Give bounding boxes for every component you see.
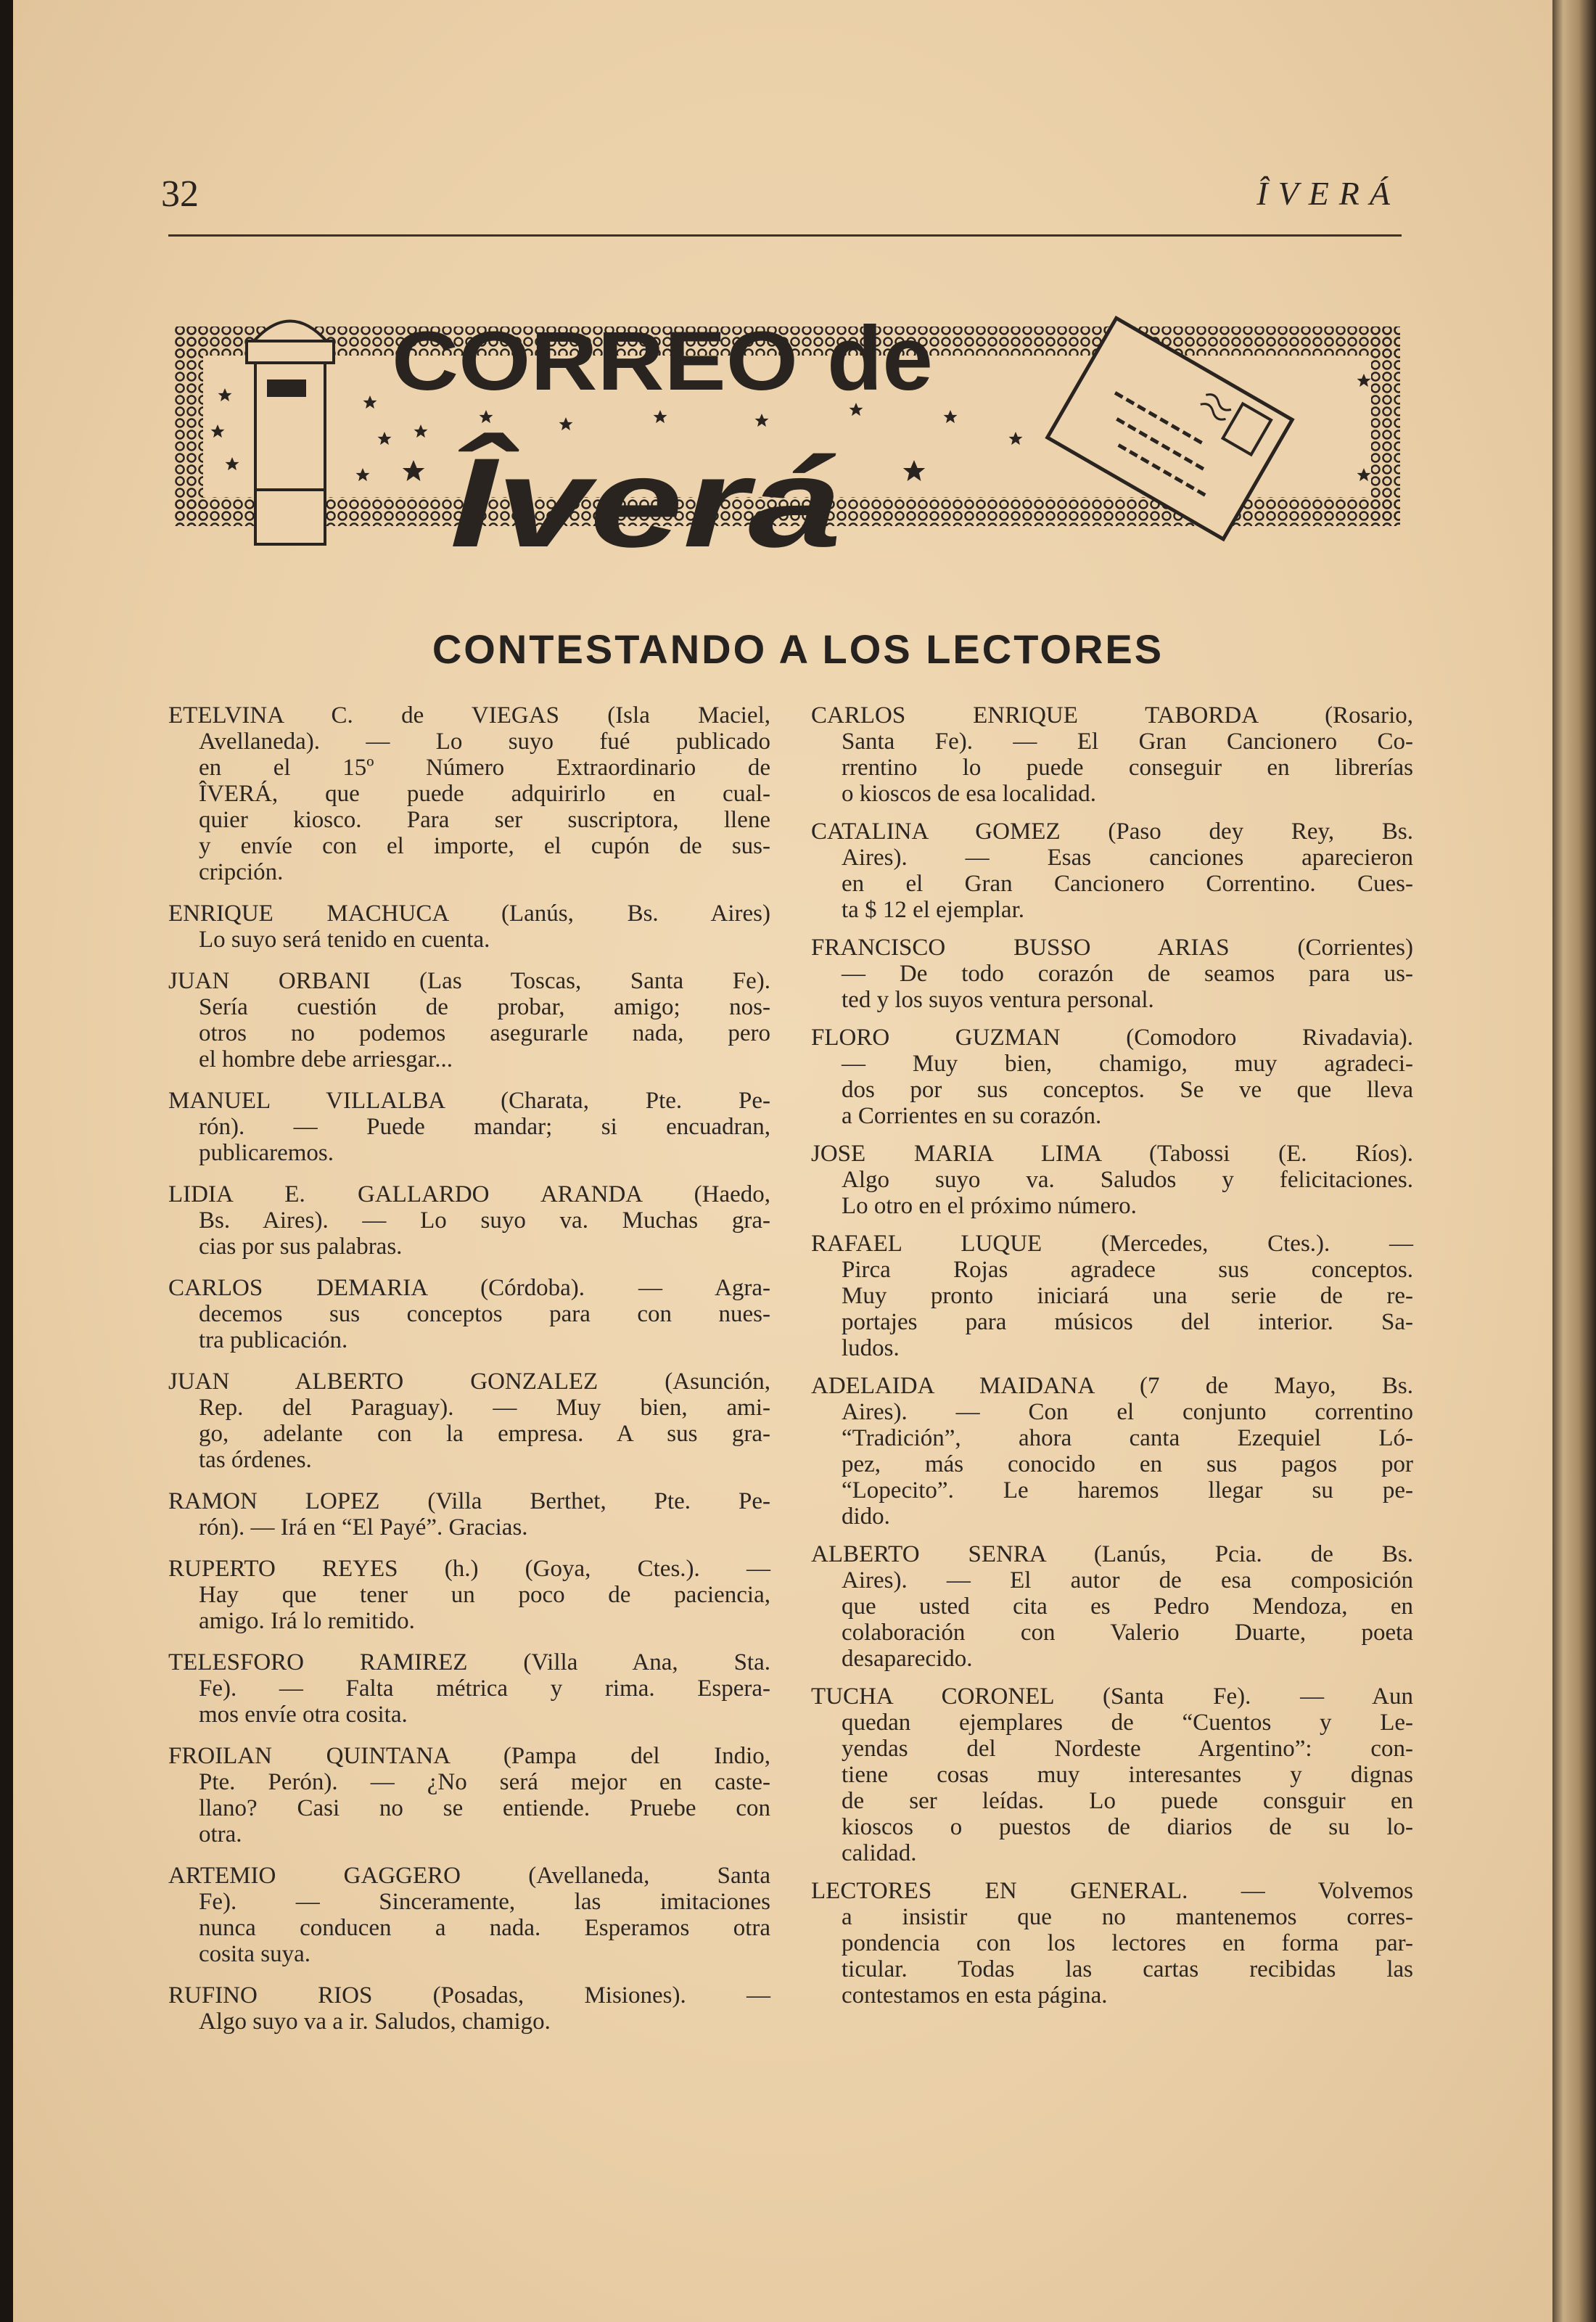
entry-reader-line: RUFINO RIOS (Posadas, Misiones). — xyxy=(168,1982,770,2009)
reader-reply-entry xyxy=(168,1275,770,1353)
entry-reader-line: JUAN ORBANI (Las Toscas, Santa Fe). xyxy=(168,968,770,994)
reader-reply-entry xyxy=(811,1541,1413,1672)
entry-text-line: Muy pronto iniciará una serie de re- xyxy=(842,1283,1413,1309)
entry-text-line: “Lopecito”. Le haremos llegar su pe- xyxy=(842,1477,1413,1503)
reader-reply-entry xyxy=(811,819,1413,923)
entry-text-line: rrentino lo puede conseguir en librerías xyxy=(842,755,1413,781)
entry-reader-line: ADELAIDA MAIDANA (7 de Mayo, Bs. xyxy=(811,1373,1413,1399)
entry-text-line: — Muy bien, chamigo, muy agradeci- xyxy=(842,1051,1413,1077)
entry-text-line: mos envíe otra cosita. xyxy=(199,1702,408,1728)
entry-reader-line: LECTORES EN GENERAL. — Volvemos xyxy=(811,1878,1413,1904)
entry-text-line: ted y los suyos ventura personal. xyxy=(842,987,1154,1013)
entry-reader-line: TUCHA CORONEL (Santa Fe). — Aun xyxy=(811,1683,1413,1710)
reader-reply-entry xyxy=(811,1025,1413,1129)
entry-reader-line: ALBERTO SENRA (Lanús, Pcia. de Bs. xyxy=(811,1541,1413,1567)
entry-text-line: a insistir que no mantenemos corres- xyxy=(842,1904,1413,1930)
entry-text-line: — De todo corazón de seamos para us- xyxy=(842,961,1413,987)
entry-text-line: cosita suya. xyxy=(199,1941,310,1967)
entry-text-line: Aires). — El autor de esa composición xyxy=(842,1567,1413,1593)
entry-text-line: pez, más conocido en sus pagos por xyxy=(842,1451,1413,1477)
reader-reply-entry xyxy=(811,1878,1413,2009)
entry-text-line: Lo otro en el próximo número. xyxy=(842,1193,1137,1219)
reader-reply-entry xyxy=(168,1556,770,1634)
entry-text-line: Avellaneda). — Lo suyo fué publicado xyxy=(199,729,770,755)
correo-de-ivera-banner xyxy=(174,301,1400,555)
book-spine xyxy=(1552,0,1596,2322)
entry-text-line: kioscos o puestos de diarios de su lo- xyxy=(842,1814,1413,1840)
entry-text-line: otros no podemos asegurarle nada, pero xyxy=(199,1020,770,1046)
reader-reply-entry xyxy=(168,1181,770,1260)
reader-reply-entry xyxy=(168,1488,770,1541)
entry-text-line: rón). — Puede mandar; si encuadran, xyxy=(199,1114,770,1140)
entry-text-line: decemos sus conceptos para con nues- xyxy=(199,1301,770,1327)
entry-text-line: calidad. xyxy=(842,1840,917,1866)
entry-text-line: otra. xyxy=(199,1821,242,1847)
reader-reply-entry xyxy=(811,935,1413,1013)
entry-reader-line: ENRIQUE MACHUCA (Lanús, Bs. Aires) xyxy=(168,901,770,927)
entry-text-line: Aires). — Con el conjunto correntino xyxy=(842,1399,1413,1425)
entry-text-line: Pirca Rojas agradece sus conceptos. xyxy=(842,1257,1413,1283)
reader-reply-entry xyxy=(168,901,770,953)
reader-reply-entry xyxy=(811,1141,1413,1219)
entry-text-line: o kioscos de esa localidad. xyxy=(842,781,1096,807)
entry-text-line: Aires). — Esas canciones aparecieron xyxy=(842,845,1413,871)
entry-reader-line: CARLOS DEMARIA (Córdoba). — Agra- xyxy=(168,1275,770,1301)
entry-text-line: Fe). — Falta métrica y rima. Espera- xyxy=(199,1675,770,1702)
entry-text-line: en el 15º Número Extraordinario de xyxy=(199,755,770,781)
entry-text-line: dido. xyxy=(842,1503,890,1530)
entry-text-line: Sería cuestión de probar, amigo; nos- xyxy=(199,994,770,1020)
right-column xyxy=(811,702,1413,2020)
entry-reader-line: FROILAN QUINTANA (Pampa del Indio, xyxy=(168,1743,770,1769)
left-column xyxy=(168,702,770,2050)
entry-text-line: ticular. Todas las cartas recibidas las xyxy=(842,1956,1413,1982)
reader-reply-entry xyxy=(168,968,770,1072)
entry-text-line: Pte. Perón). — ¿No será mejor en caste- xyxy=(199,1769,770,1795)
entry-text-line: contestamos en esta página. xyxy=(842,1982,1108,2009)
reader-reply-entry xyxy=(811,702,1413,807)
entry-text-line: Algo suyo va. Saludos y felicitaciones. xyxy=(842,1167,1413,1193)
logo-de: de xyxy=(827,308,933,409)
entry-text-line: yendas del Nordeste Argentino”: con- xyxy=(842,1736,1413,1762)
entry-reader-line: TELESFORO RAMIREZ (Villa Ana, Sta. xyxy=(168,1649,770,1675)
reader-reply-entry xyxy=(168,1743,770,1847)
entry-text-line: tiene cosas muy interesantes y dignas xyxy=(842,1762,1413,1788)
entry-text-line: cias por sus palabras. xyxy=(199,1234,403,1260)
entry-text-line: amigo. Irá lo remitido. xyxy=(199,1608,415,1634)
entry-text-line: Fe). — Sinceramente, las imitaciones xyxy=(199,1889,770,1915)
logo-correo: CORREO xyxy=(392,315,798,408)
entry-reader-line: CATALINA GOMEZ (Paso dey Rey, Bs. xyxy=(811,819,1413,845)
entry-reader-line: ETELVINA C. de VIEGAS (Isla Maciel, xyxy=(168,702,770,729)
entry-text-line: en el Gran Cancionero Correntino. Cues- xyxy=(842,871,1413,897)
reader-reply-entry xyxy=(168,1088,770,1166)
logo-ivera: Îverá xyxy=(450,432,842,555)
entry-text-line: llano? Casi no se entiende. Pruebe con xyxy=(199,1795,770,1821)
entry-text-line: cripción. xyxy=(199,859,284,885)
entry-text-line: portajes para músicos del interior. Sa- xyxy=(842,1309,1413,1335)
reader-reply-entry xyxy=(811,1231,1413,1361)
entry-text-line: de ser leídas. Lo puede consguir en xyxy=(842,1788,1413,1814)
entry-reader-line: RUPERTO REYES (h.) (Goya, Ctes.). — xyxy=(168,1556,770,1582)
entry-reader-line: JOSE MARIA LIMA (Tabossi (E. Ríos). xyxy=(811,1141,1413,1167)
page-number: 32 xyxy=(161,173,199,215)
entry-reader-line: RAMON LOPEZ (Villa Berthet, Pte. Pe- xyxy=(168,1488,770,1514)
section-heading: CONTESTANDO A LOS LECTORES xyxy=(432,626,1164,672)
entry-text-line: “Tradición”, ahora canta Ezequiel Ló- xyxy=(842,1425,1413,1451)
entry-text-line: Lo suyo será tenido en cuenta. xyxy=(199,927,490,953)
header-rule xyxy=(168,234,1402,237)
entry-reader-line: CARLOS ENRIQUE TABORDA (Rosario, xyxy=(811,702,1413,729)
entry-text-line: ludos. xyxy=(842,1335,900,1361)
reader-reply-entry xyxy=(811,1683,1413,1866)
entry-text-line: ÎVERÁ, que puede adquirirlo en cual- xyxy=(199,781,770,807)
entry-text-line: Bs. Aires). — Lo suyo va. Muchas gra- xyxy=(199,1207,770,1234)
entry-reader-line: ARTEMIO GAGGERO (Avellaneda, Santa xyxy=(168,1863,770,1889)
running-head: ÎVERÁ xyxy=(1256,175,1400,212)
entry-text-line: y envíe con el importe, el cupón de sus- xyxy=(199,833,770,859)
entry-reader-line: MANUEL VILLALBA (Charata, Pte. Pe- xyxy=(168,1088,770,1114)
mailbox-pillar-icon xyxy=(247,321,334,545)
entry-text-line: desaparecido. xyxy=(842,1646,973,1672)
entry-text-line: dos por sus conceptos. Se ve que lleva xyxy=(842,1077,1413,1103)
entry-text-line: Rep. del Paraguay). — Muy bien, ami- xyxy=(199,1395,770,1421)
entry-text-line: tra publicación. xyxy=(199,1327,348,1353)
entry-text-line: que usted cita es Pedro Mendoza, en xyxy=(842,1593,1413,1620)
entry-text-line: go, adelante con la empresa. A sus gra- xyxy=(199,1421,770,1447)
entry-text-line: Algo suyo va a ir. Saludos, chamigo. xyxy=(199,2009,551,2035)
entry-text-line: ta $ 12 el ejemplar. xyxy=(842,897,1024,923)
reader-reply-entry xyxy=(168,1369,770,1473)
entry-reader-line: JUAN ALBERTO GONZALEZ (Asunción, xyxy=(168,1369,770,1395)
entry-reader-line: FLORO GUZMAN (Comodoro Rivadavia). xyxy=(811,1025,1413,1051)
entry-text-line: colaboración con Valerio Duarte, poeta xyxy=(842,1620,1413,1646)
reader-reply-entry xyxy=(811,1373,1413,1530)
reader-reply-entry xyxy=(168,1982,770,2035)
entry-text-line: el hombre debe arriesgar... xyxy=(199,1046,453,1072)
entry-text-line: quedan ejemplares de “Cuentos y Le- xyxy=(842,1710,1413,1736)
entry-reader-line: FRANCISCO BUSSO ARIAS (Corrientes) xyxy=(811,935,1413,961)
entry-text-line: rón). — Irá en “El Payé”. Gracias. xyxy=(199,1514,528,1541)
reader-reply-entry xyxy=(168,1863,770,1967)
entry-reader-line: RAFAEL LUQUE (Mercedes, Ctes.). — xyxy=(811,1231,1413,1257)
entry-text-line: quier kiosco. Para ser suscriptora, llene xyxy=(199,807,770,833)
entry-reader-line: LIDIA E. GALLARDO ARANDA (Haedo, xyxy=(168,1181,770,1207)
entry-text-line: pondencia con los lectores en forma par- xyxy=(842,1930,1413,1956)
entry-text-line: Hay que tener un poco de paciencia, xyxy=(199,1582,770,1608)
reader-reply-entry xyxy=(168,702,770,885)
reader-reply-entry xyxy=(168,1649,770,1728)
entry-text-line: publicaremos. xyxy=(199,1140,334,1166)
entry-text-line: a Corrientes en su corazón. xyxy=(842,1103,1102,1129)
entry-text-line: tas órdenes. xyxy=(199,1447,312,1473)
entry-text-line: nunca conducen a nada. Esperamos otra xyxy=(199,1915,770,1941)
entry-text-line: Santa Fe). — El Gran Cancionero Co- xyxy=(842,729,1413,755)
